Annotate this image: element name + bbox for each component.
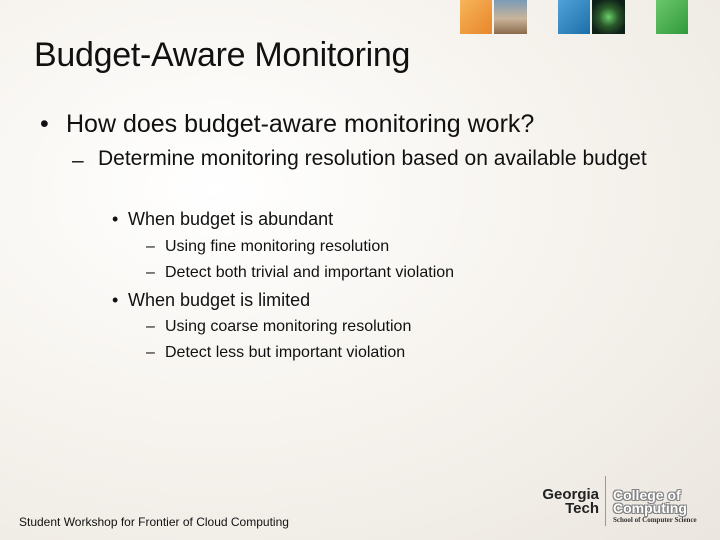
green-tile: [656, 0, 688, 34]
logo-line2: Tech: [565, 500, 599, 517]
network-photo-tile: [592, 0, 625, 34]
bullet-mark: –: [72, 149, 84, 172]
bullet-text: When budget is limited: [128, 290, 311, 310]
bullet-mark: •: [112, 290, 119, 310]
logo-college-line1: College of: [613, 487, 681, 503]
logo-line1: Georgia: [542, 486, 599, 503]
bullet-text: Detect less but important violation: [165, 344, 406, 361]
bullet-text: Determine monitoring resolution based on available budget: [98, 147, 647, 170]
orange-tile: [460, 0, 492, 34]
blue-tile: [558, 0, 590, 34]
slide-footer: Student Workshop for Frontier of Cloud Computing: [19, 515, 289, 529]
bullet-text: Using coarse monitoring resolution: [165, 318, 412, 335]
bullet-mark: –: [146, 264, 155, 281]
bullet-mark: •: [112, 209, 119, 229]
logo-school: School of Computer Science: [613, 516, 697, 524]
bullet-text: How does budget-aware monitoring work?: [66, 110, 535, 138]
bullet-text: Using fine monitoring resolution: [165, 238, 390, 255]
header-tiles: [460, 0, 720, 36]
logo-divider: [605, 476, 606, 526]
bullet-text: Detect both trivial and important violation: [165, 264, 455, 281]
bullet-mark: •: [40, 110, 49, 138]
logo-college-line2: Computing: [613, 500, 687, 516]
logo-college: [613, 489, 687, 515]
bullet-mark: –: [146, 238, 155, 255]
logo-georgia-tech: [535, 488, 599, 516]
bullet-text: When budget is abundant: [128, 209, 334, 229]
bullet-mark: –: [146, 318, 155, 335]
georgia-tech-logo: [535, 476, 710, 528]
slide-title: Budget-Aware Monitoring: [34, 36, 411, 74]
campus-photo-tile: [494, 0, 527, 34]
bullet-mark: –: [146, 344, 155, 361]
